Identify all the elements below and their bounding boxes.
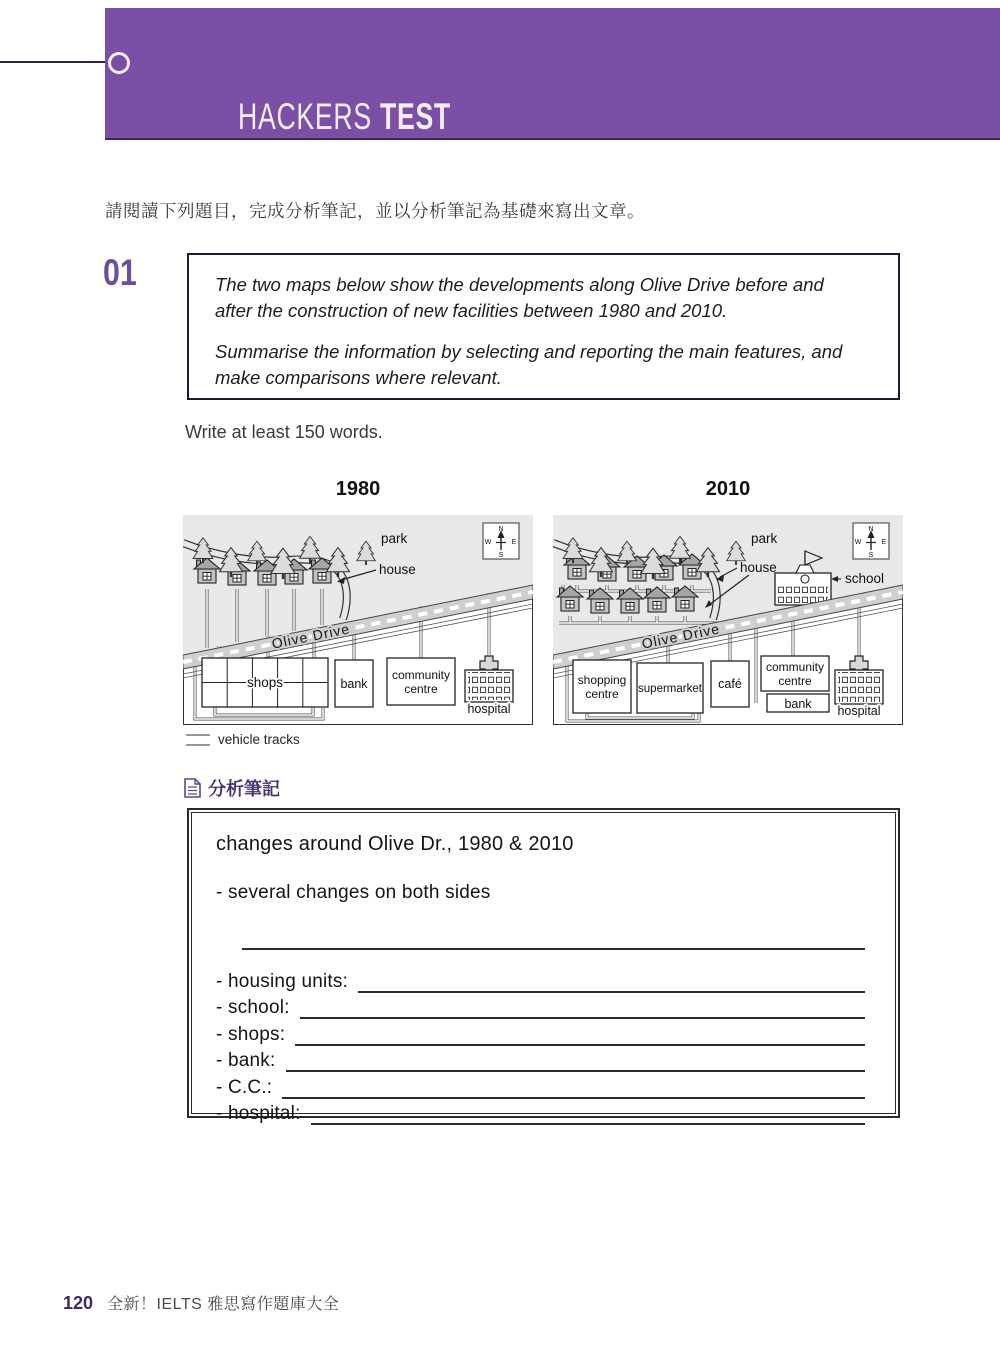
road-label: Olive Drive — [640, 620, 722, 652]
park-label: park — [751, 531, 778, 546]
note-row — [216, 1019, 869, 1046]
map-1980-title: 1980 — [335, 478, 381, 500]
house-label: house — [379, 562, 416, 577]
bank-label: bank — [340, 677, 368, 691]
notes-bullet: - several changes on both sides — [216, 882, 491, 903]
map-2010-title: 2010 — [705, 478, 751, 500]
bank-building — [767, 694, 829, 712]
note-label: - school: — [216, 997, 290, 1018]
brand-text: HACKERS — [238, 96, 372, 137]
note-row — [216, 1099, 869, 1126]
intro-instruction: 請閱讀下列題目，完成分析筆記，並以分析筆記為基礎來寫出文章。 — [105, 201, 645, 221]
note-label: - shops: — [216, 1023, 286, 1045]
book-title: 全新！IELTS 雅思寫作題庫大全 — [107, 1296, 340, 1313]
map-1980 — [183, 515, 533, 725]
notes-title: changes around Olive Dr., 1980 & 2010 — [216, 833, 574, 855]
header-leader-line — [0, 61, 106, 63]
hospital-label: hospital — [837, 704, 881, 718]
svg-text:E: E — [881, 539, 887, 546]
shops-label: shops — [246, 675, 284, 690]
note-blank-line — [295, 1024, 865, 1046]
document-icon — [184, 778, 201, 798]
cafe-label: café — [718, 677, 742, 691]
prompt-paragraph-1: The two maps below show the developments along Olive Drive before and after the construction of new facilities between 1980 and 2010. — [215, 274, 824, 322]
note-row — [216, 1046, 869, 1073]
bank-building — [335, 660, 373, 707]
vehicle-tracks-icon — [186, 734, 210, 746]
bank-label: bank — [784, 697, 812, 711]
svg-text:N: N — [498, 526, 504, 533]
note-row — [216, 1072, 869, 1099]
note-blank-line — [242, 928, 865, 950]
note-label: - housing units: — [216, 970, 349, 992]
note-blank-line — [300, 997, 865, 1019]
road-label: Olive Drive — [270, 620, 352, 652]
map-2010 — [553, 515, 903, 725]
house-label: house — [740, 560, 777, 575]
prompt-paragraph-2: Summarise the information by selecting and reporting the main features, and make comparisons where relevant. — [215, 340, 843, 388]
question-prompt-box — [187, 253, 900, 400]
compass-icon — [483, 523, 519, 559]
school-label: school — [845, 571, 885, 586]
compass-icon — [853, 523, 889, 559]
note-blank-line — [282, 1077, 865, 1099]
question-number: 01 — [103, 252, 137, 293]
note-label: - hospital: — [216, 1103, 301, 1124]
svg-text:S: S — [868, 552, 874, 559]
community-centre-building — [761, 656, 829, 691]
note-blank-line — [358, 971, 865, 993]
svg-text:centre: centre — [778, 674, 812, 688]
svg-text:W: W — [854, 539, 862, 546]
note-row — [216, 993, 869, 1020]
svg-text:centre: centre — [404, 682, 438, 696]
map-legend — [186, 732, 300, 747]
hospital-label: hospital — [467, 702, 511, 716]
page-footer — [63, 1291, 339, 1314]
svg-text:N: N — [868, 526, 874, 533]
supermarket-building — [637, 663, 703, 713]
page-title — [238, 96, 451, 138]
bullet-circle-icon — [108, 52, 130, 74]
svg-text:S: S — [498, 552, 504, 559]
svg-text:community: community — [391, 668, 451, 682]
svg-text:shopping: shopping — [577, 673, 627, 687]
svg-text:centre: centre — [585, 687, 619, 701]
legend-label: vehicle tracks — [218, 732, 300, 747]
svg-text:W: W — [484, 539, 492, 546]
notes-heading — [184, 775, 280, 801]
note-label: - C.C.: — [216, 1076, 273, 1098]
community-centre-building — [387, 658, 455, 705]
header-banner — [105, 8, 1000, 140]
note-blank-line — [311, 1103, 865, 1125]
page-number: 120 — [63, 1293, 94, 1313]
supermarket-label: supermarket — [638, 683, 702, 695]
park-label: park — [381, 531, 408, 546]
note-row — [216, 966, 869, 993]
notes-heading-label: 分析筆記 — [208, 779, 280, 799]
shops-building — [202, 658, 328, 707]
analysis-notes-box — [187, 808, 900, 1124]
cafe-building — [711, 661, 749, 707]
word-count-instruction: Write at least 150 words. — [185, 422, 383, 442]
note-label: - bank: — [216, 1050, 276, 1071]
svg-text:community: community — [765, 660, 825, 674]
brand-text-bold: TEST — [379, 96, 451, 137]
svg-text:E: E — [511, 539, 517, 546]
note-blank-line — [286, 1050, 866, 1072]
shopping-centre-building — [573, 660, 631, 713]
